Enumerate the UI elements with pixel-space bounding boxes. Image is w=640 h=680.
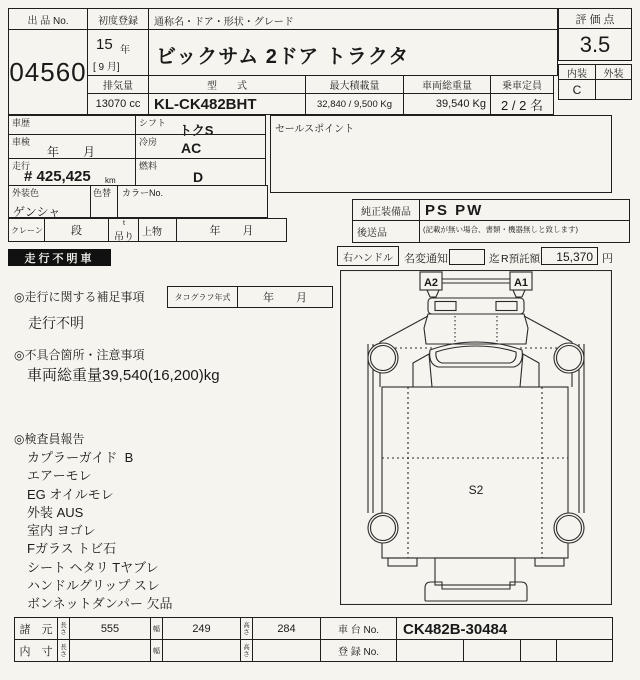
report-item: EG オイルモレ: [27, 486, 114, 502]
exterior-grade: [595, 79, 632, 100]
reg-no-cell-1: [396, 639, 464, 662]
oem-value: PS PW: [419, 199, 630, 221]
truck-top-view-diagram: [340, 270, 612, 605]
ext-color-label: 外装色: [12, 188, 40, 198]
first-reg-label: 初度登録: [87, 8, 149, 30]
mileage-label: 走行: [12, 161, 31, 171]
gross-weight-value: 39,540 Kg: [403, 93, 491, 115]
fuel-cell: [135, 158, 266, 186]
mirror-a1-label: A1: [513, 277, 529, 289]
crane-tsuri-cell: [108, 218, 139, 242]
later-note: (記載が無い場合、書類・機器無しと致します): [419, 220, 630, 243]
fuel-value: D: [193, 169, 204, 185]
width-label: 幅: [150, 617, 163, 640]
interior-grade: C: [558, 79, 596, 100]
aircon-cell: [135, 134, 266, 159]
mileage-note: 走行不明: [28, 315, 84, 331]
height-value: 284: [252, 617, 321, 640]
model-value: KL-CK482BHT: [148, 93, 306, 115]
displacement-value: 13070 cc: [87, 93, 149, 115]
reg-no-cell-3: [520, 639, 557, 662]
first-reg-year: 15: [96, 36, 113, 53]
mileage-unit: km: [105, 176, 116, 185]
vehicle-name-label: 通称名・ドア・形状・グレード: [148, 8, 558, 30]
diagram-border: [341, 271, 612, 605]
inspector-report-list: [27, 447, 307, 612]
mirror-a2-label: A2: [423, 277, 439, 289]
inspector-title: ◎検査員報告: [14, 432, 85, 446]
capacity-value: 2 / 2 名: [490, 93, 554, 115]
first-reg-month: [ 9 月]: [93, 62, 120, 73]
uwamono-label-cell: 上物: [138, 218, 177, 242]
capacity-label: 乗車定員: [490, 75, 554, 94]
ext-color-cell: [8, 185, 91, 218]
color-no-cell: [117, 185, 268, 218]
first-reg-year-unit: 年: [120, 45, 130, 56]
vehicle-name-text: ビックサム 2ドア トラクタ: [156, 46, 410, 68]
height-label: 高 さ: [240, 617, 253, 640]
displacement-label: 排気量: [87, 75, 149, 94]
width-value: 249: [162, 617, 241, 640]
max-load-label: 最大積載量: [305, 75, 404, 94]
name-change-label: 名変通知: [404, 253, 448, 265]
report-item: ボンネットダンパー 欠品: [27, 596, 173, 612]
unknown-mileage-badge: 走行不明車: [8, 249, 111, 266]
mileage-note-title: ◎走行に関する補足事項: [14, 290, 145, 304]
history-label: 車歴: [12, 118, 31, 128]
report-item: 室内 ヨゴレ: [27, 523, 96, 539]
chassis-label: 車 台 No.: [320, 617, 397, 640]
report-item: カプラーガイド B: [27, 450, 134, 465]
sales-point-box: [270, 115, 612, 193]
max-load-value: 32,840 / 9,500 Kg: [305, 93, 404, 115]
oem-label: 純正装備品: [352, 199, 420, 221]
fuel-label: 燃料: [139, 161, 158, 171]
color-change-cell: [90, 185, 118, 218]
shift-label: シフト: [139, 118, 167, 128]
later-label: 後送品: [352, 220, 420, 243]
report-item: Fガラス トビ石: [27, 541, 117, 557]
shift-cell: [135, 115, 266, 138]
first-reg-value: [87, 29, 149, 76]
bed-s2-label: S2: [468, 483, 484, 497]
uwamono-value-cell: 年 月: [176, 218, 287, 242]
crane-dan-cell: 段: [44, 218, 109, 242]
mileage-value: # 425,425: [24, 168, 91, 185]
report-item: シート ヘタリ Tヤブレ: [27, 559, 159, 575]
shift-value: トクS: [179, 123, 214, 138]
inner-length-value: [69, 639, 151, 662]
aircon-value: AC: [181, 140, 202, 156]
inspection-value: 年 月: [47, 145, 96, 159]
inner-width-value: [162, 639, 241, 662]
model-label: 型 式: [148, 75, 306, 94]
length-label: 長 さ: [57, 617, 70, 640]
defect-note: 車両総重量39,540(16,200)kg: [27, 367, 220, 384]
lot-no-value: 04560: [8, 29, 88, 115]
inner-width-label: 幅: [150, 639, 163, 662]
length-value: 555: [69, 617, 151, 640]
color-no-label: カラーNo.: [122, 188, 164, 198]
dims-label: 諸 元: [14, 617, 58, 640]
inner-height-label: 高 さ: [240, 639, 253, 662]
crane-tsuri-label: 吊り: [114, 232, 134, 243]
defect-title: ◎不具合箇所・注意事項: [14, 348, 145, 362]
score-value: 3.5: [558, 28, 632, 61]
inspection-label: 車検: [12, 137, 31, 147]
made-label: 迄: [489, 253, 500, 265]
crane-label-cell: クレーン: [8, 218, 45, 242]
vehicle-name-value: [148, 29, 558, 76]
crane-t-label: t: [123, 220, 125, 227]
deposit-label: R預託額: [501, 253, 541, 265]
rhd-box: 右ハンドル: [337, 246, 399, 266]
reg-no-label: 登 録 No.: [320, 639, 397, 662]
report-item: ハンドルグリップ スレ: [27, 578, 160, 594]
inner-dims-label: 内 寸: [14, 639, 58, 662]
interior-label: 内装: [558, 64, 596, 80]
ext-color-value: ゲンシャ: [13, 205, 61, 219]
history-cell: [8, 115, 136, 135]
report-item: エアーモレ: [27, 468, 92, 484]
mileage-cell: [8, 158, 136, 186]
aircon-label: 冷房: [139, 137, 158, 147]
deposit-value-box: 15,370: [541, 247, 598, 265]
exterior-label: 外装: [595, 64, 632, 80]
tachograph-label: タコグラフ年式: [167, 286, 238, 308]
report-item: 外装 AUS: [27, 504, 84, 520]
sales-point-label: セールスポイント: [275, 124, 355, 135]
reg-no-cell-4: [556, 639, 613, 662]
inspection-cell: [8, 134, 136, 159]
score-label: 評 価 点: [558, 8, 632, 29]
inner-height-value: [252, 639, 321, 662]
inner-length-label: 長 さ: [57, 639, 70, 662]
name-change-input-box: [449, 249, 485, 265]
yen-label: 円: [602, 253, 613, 265]
reg-no-cell-2: [463, 639, 521, 662]
tachograph-value: 年 月: [237, 286, 333, 308]
lot-no-label: 出 品 No.: [8, 8, 88, 30]
chassis-value: CK482B-30484: [396, 617, 613, 640]
color-change-label: 色替: [93, 188, 112, 198]
gross-weight-label: 車両総重量: [403, 75, 491, 94]
